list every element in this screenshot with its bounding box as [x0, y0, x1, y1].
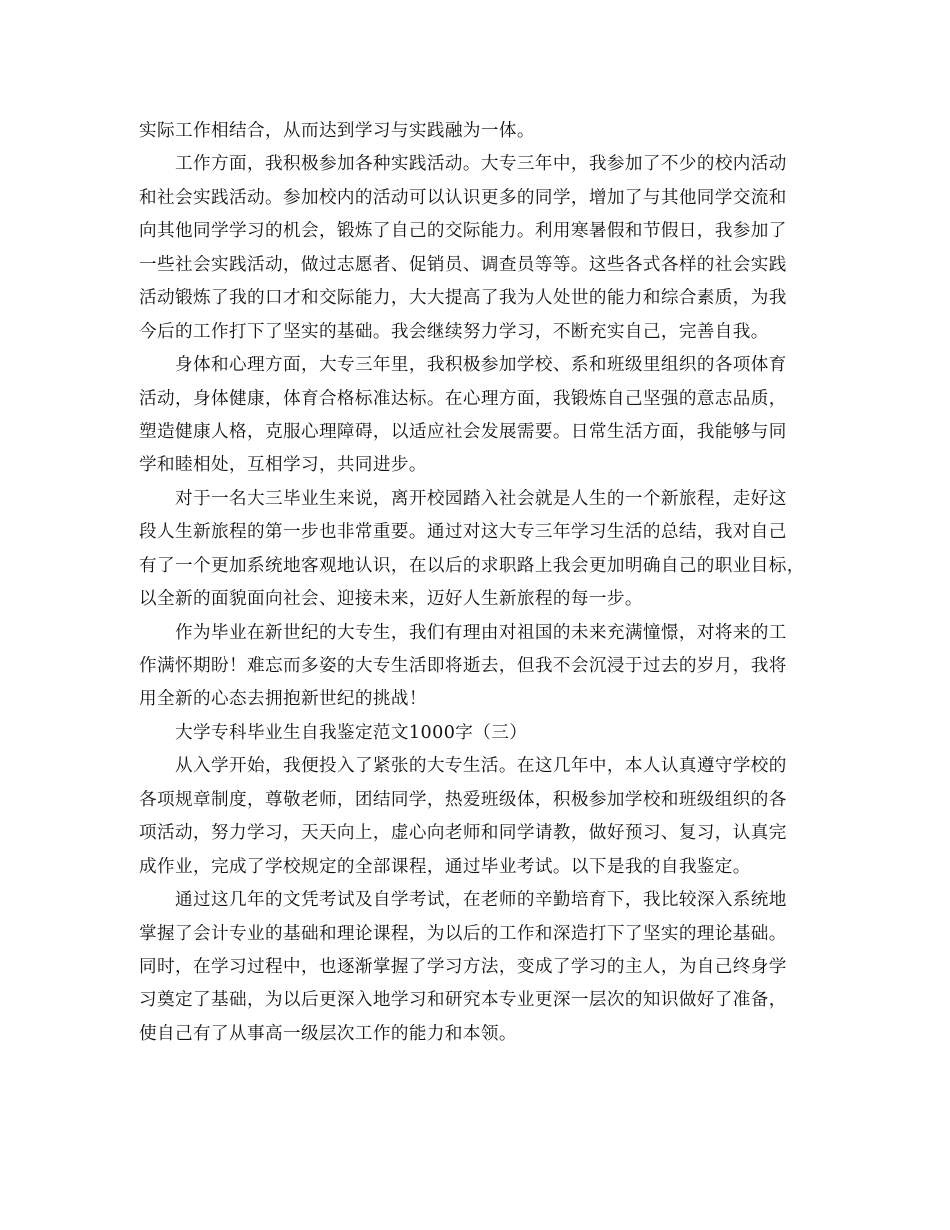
paragraph-start-line: 通过这几年的文凭考试及自学考试，在老师的辛勤培育下，我比较深入系统地 — [175, 890, 787, 911]
text-line: 以全新的面貌面向社会、迎接未来，迈好人生新旅程的每一步。 — [139, 589, 643, 610]
text-line: 成作业，完成了学校规定的全部课程，通过毕业考试。以下是我的自我鉴定。 — [139, 856, 751, 877]
text-line: 段人生新旅程的第一步也非常重要。通过对这大专三年学习生活的总结，我对自己 — [139, 522, 787, 543]
document-body — [139, 115, 829, 1051]
text-line: 向其他同学学习的机会，锻炼了自己的交际能力。利用寒暑假和节假日，我参加了 — [139, 221, 787, 242]
text-line: 掌握了会计专业的基础和理论课程，为以后的工作和深造打下了坚实的理论基础。 — [139, 923, 787, 944]
text-line: 活动，身体健康，体育合格标准达标。在心理方面，我锻炼自己坚强的意志品质， — [139, 388, 787, 409]
text-line: 同时，在学习过程中，也逐渐掌握了学习方法，变成了学习的主人，为自己终身学 — [139, 956, 787, 977]
text-line: 塑造健康人格，克服心理障碍，以适应社会发展需要。日常生活方面，我能够与同 — [139, 421, 787, 442]
text-line: 一些社会实践活动，做过志愿者、促销员、调查员等等。这些各式各样的社会实践 — [139, 254, 787, 275]
text-line: 活动锻炼了我的口才和交际能力，大大提高了我为人处世的能力和综合素质，为我 — [139, 288, 787, 309]
text-line: 和社会实践活动。参加校内的活动可以认识更多的同学，增加了与其他同学交流和 — [139, 187, 787, 208]
text-line: 项活动，努力学习，天天向上，虚心向老师和同学请教，做好预习、复习，认真完 — [139, 823, 787, 844]
paragraph-start-line: 从入学开始，我便投入了紧张的大专生活。在这几年中，本人认真遵守学校的 — [175, 756, 787, 777]
paragraph-start-line: 作为毕业在新世纪的大专生，我们有理由对祖国的未来充满憧憬，对将来的工 — [175, 622, 787, 643]
paragraph-start-line: 工作方面，我积极参加各种实践活动。大专三年中，我参加了不少的校内活动 — [175, 154, 787, 175]
text-line: 学和睦相处，互相学习，共同进步。 — [139, 455, 427, 476]
text-line: 实际工作相结合，从而达到学习与实践融为一体。 — [139, 121, 535, 141]
text-line: 各项规章制度，尊敬老师，团结同学，热爱班级体，积极参加学校和班级组织的各 — [139, 789, 787, 810]
text-line: 使自己有了从事高一级层次工作的能力和本领。 — [139, 1023, 517, 1044]
text-line: 作满怀期盼！难忘而多姿的大专生活即将逝去，但我不会沉浸于过去的岁月，我将 — [139, 656, 787, 676]
section-heading: 大学专科毕业生自我鉴定范文1000字（三） — [175, 722, 528, 743]
text-line: 有了一个更加系统地客观地认识，在以后的求职路上我会更加明确自己的职业目标， — [139, 555, 805, 576]
paragraph-start-line: 身体和心理方面，大专三年里，我积极参加学校、系和班级里组织的各项体育 — [175, 355, 787, 376]
text-line: 用全新的心态去拥抱新世纪的挑战！ — [139, 689, 427, 710]
text-line: 今后的工作打下了坚实的基础。我会继续努力学习，不断充实自己，完善自我。 — [139, 321, 769, 342]
paragraph-start-line: 对于一名大三毕业生来说，离开校园踏入社会就是人生的一个新旅程，走好这 — [175, 488, 787, 509]
text-line: 习奠定了基础，为以后更深入地学习和研究本专业更深一层次的知识做好了准备， — [139, 990, 787, 1011]
